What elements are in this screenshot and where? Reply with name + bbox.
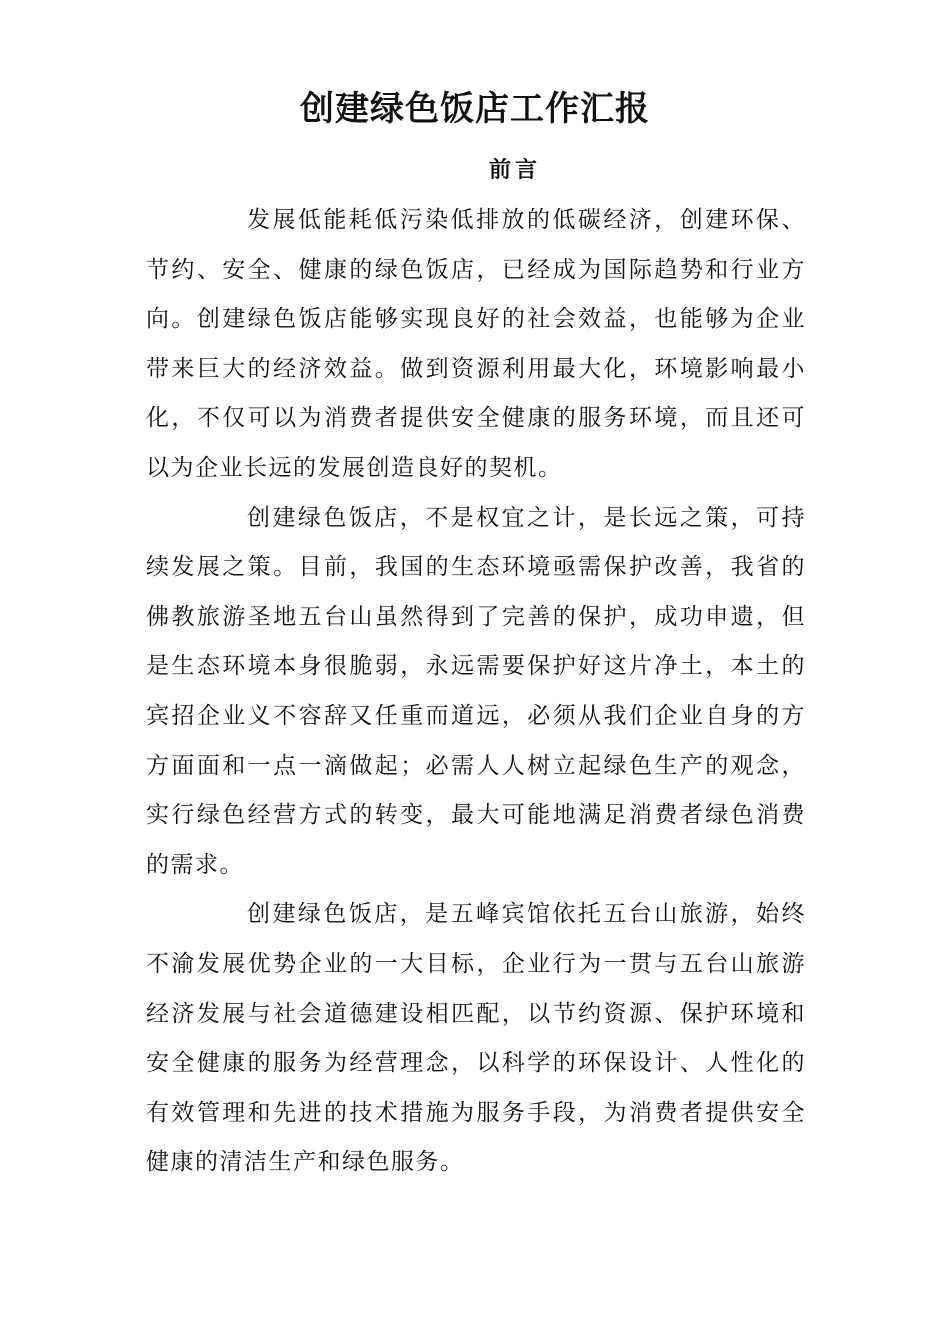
document-body bbox=[146, 196, 806, 1188]
paragraph-3: 创建绿色饭店，是五峰宾馆依托五台山旅游，始终不渝发展优势企业的一大目标，企业行为一贯与五台山旅游经济发展与社会道德建设相匹配，以节约资源、保护环境和安全健康的服务为经营理念，以科学的环保设计、人性化的有效管理和先进的技术措施为服务手段，为消费者提供安全健康的清洁生产和绿色服务。 bbox=[146, 901, 806, 1176]
section-heading-preface: 前言 bbox=[488, 157, 541, 183]
paragraph-2: 创建绿色饭店，不是权宜之计，是长远之策，可持续发展之策。目前，我国的生态环境亟需保护改善，我省的佛教旅游圣地五台山虽然得到了完善的保护，成功申遗，但是生态环境本身很脆弱，永远需要保护好这片净土，本土的宾招企业义不容辞又任重而道远，必须从我们企业自身的方方面面和一点一滴做起；必需人人树立起绿色生产的观念，实行绿色经营方式的转变，最大可能地满足消费者绿色消费的需求。 bbox=[146, 504, 806, 878]
paragraph-1: 发展低能耗低污染低排放的低碳经济，创建环保、节约、安全、健康的绿色饭店，已经成为国际趋势和行业方向。创建绿色饭店能够实现良好的社会效益，也能够为企业带来巨大的经济效益。做到资源利用最大化，环境影响最小化，不仅可以为消费者提供安全健康的服务环境，而且还可以为企业长远的发展创造良好的契机。 bbox=[146, 207, 806, 481]
document-title: 创建绿色饭店工作汇报 bbox=[300, 89, 650, 129]
